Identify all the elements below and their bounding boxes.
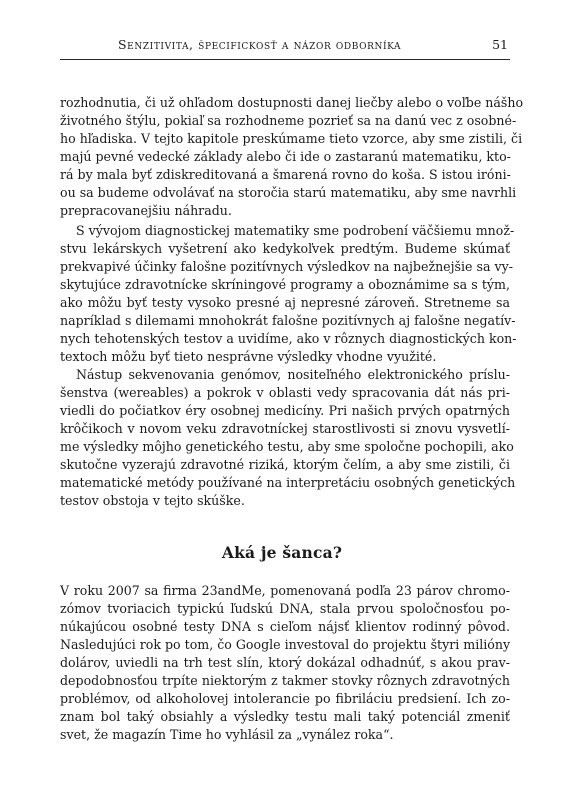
text-line: skytujúce zdravotnícke skríningové programy a oboznámime sa s tým, <box>60 277 510 292</box>
running-title: Senzitivita, špecifickosť a názor odborníka <box>118 37 402 52</box>
text-line: nych tehotenských testov a uvidíme, ako v rôznych diagnostických kon- <box>60 331 517 346</box>
text-line: testov obstoja v tejto skúške. <box>60 493 245 508</box>
text-line: dolárov, uviedli na trh test slín, ktorý dokázal odhadnúť, s akou prav- <box>60 655 510 670</box>
section-heading: Aká je šanca? <box>221 543 343 562</box>
running-header <box>118 37 508 55</box>
text-line: Nasledujúci rok po tom, čo Google investoval do projektu štyri milióny <box>60 637 511 652</box>
text-line: textoch môžu byť tieto nesprávne výsledky vhodne využité. <box>60 349 437 364</box>
text-line: ako môžu byť testy vysoko presné aj nepresné zároveň. Stretneme sa <box>60 295 510 310</box>
text-line: napríklad s dilemami mnohokrát falošne pozitívnych aj falošne negatív- <box>60 313 516 328</box>
text-line: svet, že magazín Time ho vyhlásil za „vynález roka“. <box>60 727 394 742</box>
text-line: ho hľadiska. V tejto kapitole preskúmame tieto vzorce, aby sme zistili, či <box>60 131 523 146</box>
paragraph-1 <box>60 94 524 220</box>
text-line: depodobnosťou trpíte niektorým z takmer stovky rôznych zdravotných <box>60 673 510 688</box>
text-line: viedli do počiatkov éry osobnej medicíny. Pri našich prvých opatrných <box>60 403 510 418</box>
text-line: zómov tvoriacich typickú ľudskú DNA, stala prvou spoločnosťou po- <box>60 601 510 616</box>
text-line: rozhodnutia, či už ohľadom dostupnosti danej liečby alebo o voľbe nášho <box>60 95 524 110</box>
paragraph-4 <box>60 582 510 744</box>
text-line: krôčikoch v novom veku zdravotníckej starostlivosti si znovu vysvetlí- <box>60 421 510 436</box>
text-line: šenstva (wereables) a pokrok v oblasti vedy spracovania dát nás pri- <box>60 385 510 400</box>
text-line: prekvapivé účinky falošne pozitívnych výsledkov na najbežnejšie sa vy- <box>60 259 513 274</box>
text-line: majú pevné vedecké základy alebo či ide o zastaranú matematiku, kto- <box>60 149 511 164</box>
paragraph-2 <box>60 222 517 366</box>
text-line: problémov, od alkoholovej intolerancie po fibriláciu predsiení. Ich zo- <box>60 691 510 706</box>
header-rule <box>60 59 510 60</box>
text-line: S vývojom diagnostickej matematiky sme podrobení väčšiemu množ- <box>76 223 515 238</box>
paragraph-3 <box>60 366 516 510</box>
text-line: Nástup sekvenovania genómov, nositeľného elektronického príslu- <box>76 367 510 382</box>
text-line: me výsledky môjho genetického testu, aby sme spoločne pochopili, ako <box>60 439 514 454</box>
text-line: rá by mala byť zdiskreditovaná a šmarená rovno do koša. S istou iróni- <box>60 167 511 182</box>
page-number: 51 <box>492 37 508 52</box>
text-line: prepracovanejšiu náhradu. <box>60 203 232 218</box>
text-line: matematické metódy používané na interpretáciu osobných genetických <box>60 475 516 490</box>
text-line: životného štýlu, pokiaľ sa rozhodneme pozrieť sa na danú vec z osobné- <box>60 113 517 128</box>
text-line: núkajúcou osobné testy DNA s cieľom nájsť klientov rodinný pôvod. <box>60 619 510 634</box>
text-line: ou sa budeme odvolávať na storočia starú matematiku, aby sme navrhli <box>60 185 517 200</box>
text-line: stvu lekárskych vyšetrení ako kedykoľvek predtým. Budeme skúmať <box>60 241 510 256</box>
text-line: skutočne vyzerajú zdravotné riziká, ktorým čelím, a aby sme zistili, či <box>60 457 510 472</box>
text-line: V roku 2007 sa firma 23andMe, pomenovaná podľa 23 párov chromo- <box>60 583 510 598</box>
text-line: znam bol taký obsiahly a výsledky testu mali taký potenciál zmeniť <box>60 709 510 724</box>
